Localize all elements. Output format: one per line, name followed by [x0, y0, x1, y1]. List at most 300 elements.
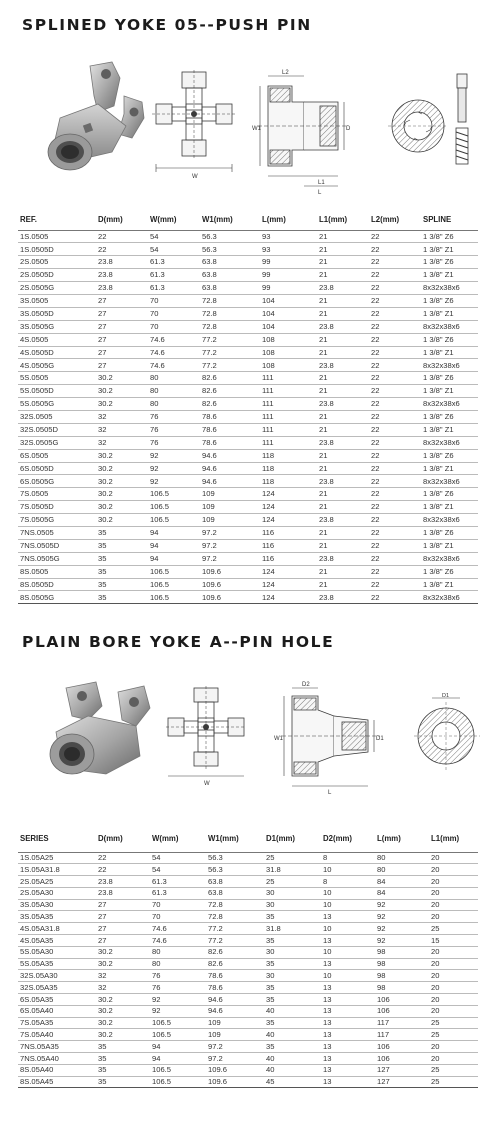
spec-cell: 20: [429, 911, 478, 923]
spec-cell: 63.8: [206, 876, 264, 888]
splined-yoke-photo: [20, 56, 150, 186]
part-number-cell: 6S.05A40: [18, 1005, 96, 1017]
column-header: W1(mm): [200, 209, 260, 230]
column-header: D(mm): [96, 826, 150, 852]
spec-cell: 35: [264, 994, 321, 1006]
spec-cell: 78.6: [206, 970, 264, 982]
spec-cell: 10: [321, 864, 375, 876]
part-number-cell: 3S.0505: [18, 294, 96, 307]
spec-cell: 8x32x38x6: [421, 475, 478, 488]
spec-cell: 92: [150, 994, 206, 1006]
spec-cell: 78.6: [200, 410, 260, 423]
spec-cell: 74.6: [150, 935, 206, 947]
part-number-cell: 2S.0505G: [18, 282, 96, 295]
spec-cell: 8: [321, 852, 375, 864]
spec-cell: 21: [317, 462, 369, 475]
column-header: SPLINE: [421, 209, 478, 230]
table-row: [18, 578, 478, 591]
spec-cell: 70: [150, 899, 206, 911]
spec-cell: 106: [375, 1053, 429, 1065]
spec-cell: 109: [200, 488, 260, 501]
part-number-cell: 8S.0505G: [18, 591, 96, 604]
column-header: L(mm): [375, 826, 429, 852]
spec-cell: 27: [96, 307, 148, 320]
spec-cell: 30: [264, 946, 321, 958]
dim-label-l2: L2: [282, 70, 289, 76]
table-row: [18, 514, 478, 527]
spec-cell: 20: [429, 852, 478, 864]
spec-cell: 30.2: [96, 1005, 150, 1017]
spec-cell: 27: [96, 294, 148, 307]
splined-yoke-table-body: [18, 230, 478, 604]
spec-cell: 22: [369, 514, 421, 527]
spec-cell: 77.2: [200, 333, 260, 346]
spec-cell: 61.3: [148, 269, 200, 282]
part-number-cell: 8S.05A45: [18, 1076, 96, 1088]
spec-cell: 22: [369, 449, 421, 462]
part-number-cell: 4S.05A35: [18, 935, 96, 947]
spec-cell: 13: [321, 911, 375, 923]
spec-cell: 61.3: [150, 876, 206, 888]
spec-cell: 10: [321, 923, 375, 935]
cross-journal-drawing-2: [166, 686, 246, 786]
spec-cell: 80: [148, 372, 200, 385]
part-number-cell: 1S.05A31.8: [18, 864, 96, 876]
spec-cell: 109.6: [206, 1064, 264, 1076]
spec-cell: 1 3/8" Z1: [421, 307, 478, 320]
spec-cell: 30.2: [96, 475, 148, 488]
spec-cell: 32: [96, 423, 148, 436]
spec-cell: 61.3: [148, 282, 200, 295]
spec-cell: 32: [96, 436, 148, 449]
spec-cell: 35: [96, 539, 148, 552]
spec-cell: 35: [96, 1053, 150, 1065]
dim-label-d1-end: D1: [442, 693, 450, 699]
spec-cell: 35: [96, 552, 148, 565]
spec-cell: 94.6: [206, 994, 264, 1006]
table-row: [18, 1017, 478, 1029]
spec-cell: 76: [148, 410, 200, 423]
dim-label-l1: L1: [318, 180, 325, 186]
table-row: [18, 552, 478, 565]
table-row: [18, 230, 478, 243]
spec-cell: 8x32x38x6: [421, 552, 478, 565]
spec-cell: 22: [369, 282, 421, 295]
table-row: [18, 899, 478, 911]
spec-cell: 8x32x38x6: [421, 282, 478, 295]
spec-cell: 8x32x38x6: [421, 591, 478, 604]
part-number-cell: 1S.05A25: [18, 852, 96, 864]
spec-cell: 77.2: [206, 923, 264, 935]
spec-cell: 1 3/8" Z6: [421, 526, 478, 539]
spec-cell: 118: [260, 449, 317, 462]
spec-cell: 74.6: [148, 333, 200, 346]
spec-cell: 93: [260, 230, 317, 243]
dim-label-l: L: [318, 190, 322, 196]
part-number-cell: 7S.05A35: [18, 1017, 96, 1029]
spec-cell: 72.8: [206, 899, 264, 911]
table-row: [18, 449, 478, 462]
spec-cell: 13: [321, 1017, 375, 1029]
spec-cell: 10: [321, 970, 375, 982]
spec-cell: 20: [429, 887, 478, 899]
spec-cell: 35: [264, 911, 321, 923]
table-row: [18, 243, 478, 256]
table-row: [18, 385, 478, 398]
spec-cell: 108: [260, 333, 317, 346]
spec-cell: 27: [96, 911, 150, 923]
spec-cell: 27: [96, 899, 150, 911]
part-number-cell: 8S.05A40: [18, 1064, 96, 1076]
spec-cell: 23.8: [317, 436, 369, 449]
part-number-cell: 32S.0505D: [18, 423, 96, 436]
spec-cell: 8x32x38x6: [421, 398, 478, 411]
part-number-cell: 7NS.0505D: [18, 539, 96, 552]
spec-cell: 23.8: [96, 876, 150, 888]
spec-cell: 27: [96, 333, 148, 346]
spec-cell: 30.2: [96, 946, 150, 958]
spec-cell: 98: [375, 970, 429, 982]
spec-cell: 78.6: [200, 423, 260, 436]
dim-label-w1: W1: [252, 126, 261, 132]
spec-cell: 21: [317, 243, 369, 256]
part-number-cell: 32S.05A30: [18, 970, 96, 982]
spec-cell: 30.2: [96, 372, 148, 385]
spec-cell: 21: [317, 256, 369, 269]
spec-cell: 76: [148, 423, 200, 436]
spec-cell: 35: [96, 1041, 150, 1053]
spec-cell: 20: [429, 982, 478, 994]
spec-cell: 15: [429, 935, 478, 947]
table-header-row: [18, 826, 478, 852]
spec-cell: 21: [317, 372, 369, 385]
spec-cell: 92: [375, 899, 429, 911]
spec-cell: 23.8: [317, 514, 369, 527]
spec-cell: 93: [260, 243, 317, 256]
spec-cell: 56.3: [200, 230, 260, 243]
spec-cell: 106: [375, 1041, 429, 1053]
spec-cell: 82.6: [206, 958, 264, 970]
table-row: [18, 320, 478, 333]
dim-label-w: W: [192, 174, 198, 180]
spec-cell: 40: [264, 1053, 321, 1065]
spec-cell: 25: [264, 876, 321, 888]
spec-cell: 21: [317, 578, 369, 591]
table-row: [18, 958, 478, 970]
plain-bore-yoke-photo: [36, 676, 156, 786]
table-row: [18, 982, 478, 994]
part-number-cell: 32S.0505G: [18, 436, 96, 449]
spec-cell: 92: [148, 449, 200, 462]
spec-cell: 124: [260, 578, 317, 591]
spec-cell: 1 3/8" Z6: [421, 333, 478, 346]
spec-cell: 124: [260, 565, 317, 578]
spec-cell: 35: [264, 935, 321, 947]
spec-cell: 21: [317, 333, 369, 346]
spec-cell: 1 3/8" Z6: [421, 410, 478, 423]
table-row: [18, 436, 478, 449]
spec-cell: 22: [369, 294, 421, 307]
spec-cell: 13: [321, 1005, 375, 1017]
spec-cell: 54: [148, 230, 200, 243]
spec-cell: 23.8: [317, 475, 369, 488]
spec-cell: 78.6: [206, 982, 264, 994]
spec-cell: 92: [148, 475, 200, 488]
spec-cell: 54: [150, 852, 206, 864]
table-row: [18, 294, 478, 307]
spec-cell: 109.6: [200, 565, 260, 578]
spec-cell: 70: [150, 911, 206, 923]
dim-label-w1-2: W1: [274, 736, 283, 742]
spec-cell: 30.2: [96, 958, 150, 970]
spec-cell: 106.5: [148, 501, 200, 514]
spec-cell: 22: [369, 475, 421, 488]
table-row: [18, 475, 478, 488]
spec-cell: 32: [96, 970, 150, 982]
table-row: [18, 887, 478, 899]
spec-cell: 32: [96, 982, 150, 994]
spec-cell: 1 3/8" Z6: [421, 488, 478, 501]
spec-cell: 106.5: [148, 488, 200, 501]
spec-cell: 70: [148, 307, 200, 320]
part-number-cell: 5S.0505: [18, 372, 96, 385]
plain-bore-yoke-table-body: [18, 852, 478, 1088]
spec-cell: 20: [429, 994, 478, 1006]
spec-cell: 22: [369, 410, 421, 423]
spec-cell: 94: [148, 526, 200, 539]
spec-cell: 23.8: [317, 359, 369, 372]
spec-cell: 72.8: [200, 294, 260, 307]
spec-cell: 21: [317, 501, 369, 514]
part-number-cell: 5S.0505G: [18, 398, 96, 411]
spec-cell: 94: [148, 552, 200, 565]
spec-cell: 30.2: [96, 398, 148, 411]
column-header: W(mm): [150, 826, 206, 852]
dim-label-d1: D1: [376, 736, 384, 742]
column-header: REF.: [18, 209, 96, 230]
table-row: [18, 565, 478, 578]
spec-cell: 1 3/8" Z6: [421, 565, 478, 578]
spec-cell: 76: [150, 970, 206, 982]
spec-cell: 109: [200, 501, 260, 514]
spec-cell: 30.2: [96, 1029, 150, 1041]
column-header: D1(mm): [264, 826, 321, 852]
table-row: [18, 410, 478, 423]
part-number-cell: 7NS.0505: [18, 526, 96, 539]
spec-cell: 78.6: [200, 436, 260, 449]
spec-cell: 108: [260, 346, 317, 359]
plain-yoke-side-section-drawing: [272, 676, 392, 796]
spec-cell: 104: [260, 307, 317, 320]
part-number-cell: 7S.0505D: [18, 501, 96, 514]
column-header: W(mm): [148, 209, 200, 230]
spec-cell: 22: [369, 436, 421, 449]
part-number-cell: 6S.05A35: [18, 994, 96, 1006]
part-number-cell: 7NS.0505G: [18, 552, 96, 565]
part-number-cell: 7S.05A40: [18, 1029, 96, 1041]
spec-cell: 63.8: [200, 282, 260, 295]
spec-cell: 56.3: [206, 864, 264, 876]
spec-cell: 94: [148, 539, 200, 552]
spec-cell: 35: [96, 565, 148, 578]
column-header: W1(mm): [206, 826, 264, 852]
spec-cell: 80: [148, 385, 200, 398]
spec-cell: 20: [429, 864, 478, 876]
spec-cell: 22: [369, 307, 421, 320]
table-row: [18, 1076, 478, 1088]
spec-cell: 104: [260, 320, 317, 333]
spec-cell: 35: [264, 1017, 321, 1029]
spec-cell: 82.6: [200, 372, 260, 385]
splined-yoke-spec-table: [18, 209, 478, 604]
spec-cell: 13: [321, 935, 375, 947]
spec-cell: 22: [369, 552, 421, 565]
table-row: [18, 333, 478, 346]
part-number-cell: 6S.0505G: [18, 475, 96, 488]
spec-cell: 1 3/8" Z1: [421, 385, 478, 398]
spec-cell: 1 3/8" Z1: [421, 578, 478, 591]
spec-cell: 54: [148, 243, 200, 256]
part-number-cell: 7NS.05A35: [18, 1041, 96, 1053]
spec-cell: 10: [321, 946, 375, 958]
spec-cell: 80: [150, 958, 206, 970]
spec-cell: 111: [260, 423, 317, 436]
part-number-cell: 4S.05A31.8: [18, 923, 96, 935]
spec-cell: 21: [317, 294, 369, 307]
spec-cell: 22: [369, 423, 421, 436]
table-row: [18, 935, 478, 947]
spec-cell: 13: [321, 1064, 375, 1076]
spec-cell: 98: [375, 982, 429, 994]
part-number-cell: 5S.05A30: [18, 946, 96, 958]
spec-cell: 56.3: [206, 852, 264, 864]
spec-cell: 32: [96, 410, 148, 423]
spec-cell: 22: [369, 539, 421, 552]
spec-cell: 13: [321, 1076, 375, 1088]
spec-cell: 72.8: [200, 320, 260, 333]
spec-cell: 77.2: [200, 346, 260, 359]
part-number-cell: 8S.0505D: [18, 578, 96, 591]
spec-cell: 22: [369, 333, 421, 346]
spec-cell: 22: [369, 385, 421, 398]
dim-label-w-2: W: [204, 781, 210, 786]
spec-cell: 1 3/8" Z6: [421, 449, 478, 462]
spec-cell: 22: [369, 359, 421, 372]
spec-cell: 97.2: [200, 526, 260, 539]
table-row: [18, 269, 478, 282]
spec-cell: 22: [369, 578, 421, 591]
table-row: [18, 359, 478, 372]
plain-bore-yoke-spec-table: [18, 826, 478, 1088]
spec-cell: 98: [375, 958, 429, 970]
spec-cell: 61.3: [150, 887, 206, 899]
spec-cell: 1 3/8" Z1: [421, 501, 478, 514]
spec-cell: 74.6: [148, 359, 200, 372]
spec-cell: 111: [260, 436, 317, 449]
spec-cell: 23.8: [96, 887, 150, 899]
spec-cell: 70: [148, 320, 200, 333]
spec-cell: 22: [369, 501, 421, 514]
spec-cell: 76: [148, 436, 200, 449]
spec-cell: 21: [317, 423, 369, 436]
part-number-cell: 4S.0505D: [18, 346, 96, 359]
spec-cell: 118: [260, 462, 317, 475]
spec-cell: 94.6: [206, 1005, 264, 1017]
table-row: [18, 423, 478, 436]
column-header: D2(mm): [321, 826, 375, 852]
spec-cell: 92: [375, 935, 429, 947]
spec-cell: 97.2: [200, 539, 260, 552]
spec-cell: 23.8: [317, 320, 369, 333]
spec-cell: 31.8: [264, 864, 321, 876]
spec-cell: 74.6: [150, 923, 206, 935]
column-header: D(mm): [96, 209, 148, 230]
table-row: [18, 307, 478, 320]
spec-cell: 111: [260, 385, 317, 398]
spec-cell: 1 3/8" Z1: [421, 346, 478, 359]
part-number-cell: 4S.0505G: [18, 359, 96, 372]
column-header: L2(mm): [369, 209, 421, 230]
spec-cell: 21: [317, 526, 369, 539]
table-row: [18, 346, 478, 359]
spec-cell: 97.2: [200, 552, 260, 565]
spec-cell: 30: [264, 970, 321, 982]
spec-cell: 108: [260, 359, 317, 372]
spec-cell: 1 3/8" Z1: [421, 269, 478, 282]
column-header: L1(mm): [429, 826, 478, 852]
part-number-cell: 7NS.05A40: [18, 1053, 96, 1065]
spec-cell: 25: [429, 1076, 478, 1088]
spec-cell: 127: [375, 1064, 429, 1076]
spec-cell: 1 3/8" Z1: [421, 539, 478, 552]
spec-cell: 99: [260, 256, 317, 269]
part-number-cell: 1S.0505D: [18, 243, 96, 256]
part-number-cell: 3S.0505D: [18, 307, 96, 320]
table-row: [18, 462, 478, 475]
spec-cell: 20: [429, 946, 478, 958]
table-row: [18, 1064, 478, 1076]
spec-cell: 106.5: [148, 591, 200, 604]
spec-cell: 109.6: [200, 591, 260, 604]
spec-cell: 31.8: [264, 923, 321, 935]
spec-cell: 30.2: [96, 385, 148, 398]
spec-cell: 106.5: [148, 514, 200, 527]
part-number-cell: 5S.05A35: [18, 958, 96, 970]
part-number-cell: 7S.0505: [18, 488, 96, 501]
part-number-cell: 5S.0505D: [18, 385, 96, 398]
spec-cell: 20: [429, 899, 478, 911]
spec-cell: 23.8: [317, 591, 369, 604]
table-row: [18, 1041, 478, 1053]
spec-cell: 25: [429, 923, 478, 935]
spec-cell: 22: [369, 320, 421, 333]
spec-cell: 13: [321, 1029, 375, 1041]
spec-cell: 27: [96, 923, 150, 935]
spec-cell: 124: [260, 501, 317, 514]
spec-cell: 27: [96, 346, 148, 359]
spec-cell: 92: [150, 1005, 206, 1017]
spec-cell: 20: [429, 1053, 478, 1065]
spec-cell: 106.5: [148, 578, 200, 591]
yoke-side-section-drawing: [248, 56, 358, 196]
spec-cell: 109.6: [200, 578, 260, 591]
spec-cell: 22: [96, 864, 150, 876]
spec-cell: 84: [375, 876, 429, 888]
spec-cell: 22: [96, 852, 150, 864]
spline-end-view-drawing: [388, 86, 448, 166]
table-row: [18, 256, 478, 269]
part-number-cell: 3S.05A30: [18, 899, 96, 911]
